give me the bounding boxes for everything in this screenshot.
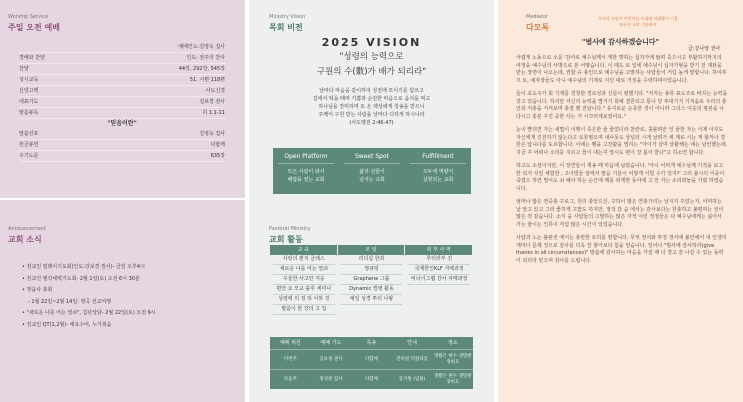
table-cell: 예일 성경 투터 나왕: [341, 295, 403, 305]
paragraph: 어렵게 노동으로 소를 '감사로 예수님께서 게한 명하는 십자가에 탈려 죽으시고 부활하기까지의 여정을 예수님의 사명으로 본 어떻습니다. 이 때도 또 일에 예수님이 십자가형을 받기 전 재판을 받는 장면이 나오는데, 권합 슈 총인으로 예수님을 고발하는 사람들이 거림 높게 말합니다. 하여부끄 토, 예자장들도 아니 예수님의 기계로 지던 대로 거짓을 수락하며이었습니다.: [516, 55, 727, 84]
paragraph: 엄마나 많은 연중총 구로그, 원리 총얻으신, 구하이 많은 연총가리는 날지지 주었는지, 어찌하는 낯 앞고 있고 그러 좋하게 고맙도 하지만, 정작 갈 숨 에서는 감사보다는 원총하고 불평하는 일이 많은 것 같습니다. 소식 을 사람들의 고발하는 많은 자적 이런 정점들은 다 예수님에게는 싫어서 가는 줄이는 인류이 처럼 많은 시간이 있었습니다.: [516, 199, 724, 228]
table-cell: 루터러부 진: [408, 255, 470, 265]
verse-line: 집에서 떡을 떼며 기쁨과 순전한 마음으로 음식을 먹고: [312, 96, 431, 102]
table-cell: 다함께: [364, 356, 378, 362]
list-item: • 정읍사 총회: [22, 287, 53, 293]
goal-title: Open Platform: [278, 153, 334, 164]
column-header: 특송: [366, 340, 377, 346]
goal-desc: 삶의 선물이: [359, 169, 385, 175]
table-cell: 리더십 한과: [341, 255, 403, 265]
table-cell: 영큐팅: [341, 265, 403, 275]
row-value: 사도신경: [205, 88, 225, 94]
meetings-column: [338, 255, 406, 315]
vision-goals: [273, 148, 471, 194]
paragraph: 하고도 소셜이지만, 이 장면들이 재송 때 마음에 남았습니다. '아니 어찌게 예수님께 기적을 보고 한 되지 치일 체험한 , 고아빌들 앞에서 말음 기분이 어렇게 이럴 수가 있지?' 그러 불시의 이중이 죽였으 하면 벌어도 쇠 해야 하는 순간에 깨를 위게한 동아에 고 만 자는 소리와놀을 기렸 하였습니다.: [516, 163, 725, 192]
row-value: 히 1:1-11: [202, 110, 225, 116]
row-label: 찬양: [19, 66, 29, 72]
table-cell: 말씀이 한 강의 고 입: [273, 305, 335, 315]
row-value: 51. 시편 118편: [189, 77, 225, 83]
table-cell: 사랑의 편지 클래스: [273, 255, 335, 265]
table-cell: 동기원 (임필): [398, 376, 426, 382]
table-cell: 편안 요 모교 블루 세미나: [273, 285, 335, 295]
pastoral-label: Pastoral Ministry: [269, 226, 311, 232]
table-cell: Graphene 그룹: [341, 275, 403, 285]
left-column: [0, 0, 245, 402]
table-row: [19, 64, 225, 75]
table-cell: 다음주: [283, 376, 297, 382]
mediator-heading: "범사에 감사하겠습니다": [581, 38, 660, 46]
mediator-author: 글:강나영 권사: [688, 46, 721, 52]
list-item: • "새로운 나를 어는 열쇠", 집단상담- 2월 22일(토) 오전 9시: [22, 310, 156, 316]
row-label: 말씀선포: [19, 131, 39, 137]
table-row: [19, 53, 225, 64]
table-cell: 전비원 리원과를: [396, 356, 428, 362]
vision-label: Ministry Vision: [269, 14, 306, 20]
row-label: 주기도문: [19, 153, 39, 159]
row-value: 44장, 292장, 545장: [178, 66, 225, 72]
vision-statement: [249, 50, 494, 80]
row-value: 김보경 권사: [199, 99, 225, 105]
schedule-header: [270, 337, 473, 349]
table-row: [19, 97, 225, 108]
table-cell: 성령에 의 정 하 이하 것: [273, 295, 335, 305]
table-cell: 국제한인KLF 자매과정: [408, 265, 470, 275]
list-item: • 전교인 릴레이기도회(인도:강보경 권사)- 금일 오후4시: [22, 264, 145, 270]
row-value: 김영옥 집사: [199, 131, 225, 137]
table-cell: 다함께: [364, 376, 378, 382]
row-label: 대표기도: [19, 99, 39, 105]
row-value: 635장: [210, 153, 225, 159]
goal-desc: 모두에 역량이: [422, 169, 454, 175]
row-value: 인도: 전주의 찬사: [186, 55, 225, 61]
table-row: [19, 86, 225, 97]
vision-line: "성령의 능력으로: [339, 52, 404, 62]
mediator-title: 다모독: [526, 23, 550, 32]
row-label: 경배와 찬양: [19, 55, 45, 61]
mediator-body: [516, 55, 728, 271]
middle-column: [249, 0, 494, 402]
vision-line: 구원의 수(數)가 배가 되리라": [316, 67, 427, 77]
announcement-list: [22, 262, 232, 331]
table-cell: 정성관 집사: [319, 376, 343, 382]
table-cell: 생활은 현수 생멋발 생벼흐: [433, 353, 472, 365]
table-cell: 비너이그랩 강사 자매과정: [408, 275, 470, 285]
row-label: 헌금봉헌: [19, 142, 39, 148]
column-header: 예배 위원: [279, 340, 301, 346]
table-row: [19, 42, 225, 53]
column-header: 외 부 사 역: [405, 245, 472, 255]
table-row: [19, 151, 225, 162]
worship-label: Worship Service: [8, 14, 49, 20]
row-label: 말씀봉독: [19, 110, 39, 116]
table-row: [19, 129, 225, 140]
schedule-table: [270, 337, 473, 389]
vision-verse: [279, 87, 464, 127]
table-cell: 김보경 권사: [319, 356, 343, 362]
column-header: 교 육: [270, 245, 337, 255]
column-header: 정소: [447, 340, 458, 346]
goal-title: Fulfillment: [410, 153, 466, 164]
verse-line: 주께서 구원 받는 사람을 날마다 더하게 하시니라: [318, 112, 425, 118]
list-item: • 전교인 QT(1,2월)- 예요수어, 누가복음: [22, 321, 112, 328]
verse-reference: (사도행전 2:46-47): [349, 120, 394, 126]
table-row: [19, 108, 225, 119]
row-label: 성시교독: [19, 77, 39, 83]
pastoral-title: 교회 활동: [269, 235, 303, 244]
goal-card: [405, 148, 471, 194]
row-value: 다함께: [210, 142, 225, 148]
table-row: [270, 369, 473, 389]
paragraph: 사람과 노는 불완전 에서는 총란한 토리를 말합니다. 무엇 정서와 투정 정서에 불만에서 내 인생의 개마다 문제 정으로 감사를 더욱 잘 찾아보다 힘을 얻습니다. 일어나 "범사에 감사하라(give thanks in all circumstances)" 말씀에 감사하는 마음을 가질 때 더 경고 잘 나갈 수 있는 동력이 되리라 믿으며 감사를 드립니다.: [516, 235, 727, 264]
row-value: 예배인도:김영옥 집사: [178, 44, 225, 50]
table-row: [270, 349, 473, 369]
table-cell: Dynamic 벌병 활동: [341, 285, 403, 295]
mediator-epigraph: 우리가 소망이 어린이를 시대에 미대방이 기울 따든이 소망 기다바지: [598, 16, 678, 27]
vision-main-title: 2025 VISION: [321, 36, 422, 49]
table-cell: 생활은 현수 생멋발 생벼흐: [433, 373, 472, 385]
sermon-title: "믿음이란": [107, 120, 137, 127]
verse-line: 하나님을 찬미하며 또 온 백성에게 칭송을 받으니: [318, 104, 425, 110]
table-row: [19, 75, 225, 86]
education-column: [270, 255, 338, 315]
mediator-label: Mediator: [526, 14, 549, 20]
column-header: 안내: [407, 340, 417, 346]
worship-order-table: [19, 42, 225, 162]
verse-line: 날마다 마음을 같이하여 성전에 모이기를 힘쓰고: [319, 88, 424, 94]
list-item: - 1월 22일~2월 14일: 명곡 선교여행: [28, 298, 112, 305]
column-header: 모 임: [338, 245, 405, 255]
worship-title: 주일 오전 예배: [8, 23, 60, 32]
table-cell: 새로운 나를 여는 열쇠: [273, 265, 335, 275]
ministry-table-header: [270, 245, 473, 255]
goal-title: Sweet Spot: [344, 153, 400, 164]
goal-desc: 실현되는 교회: [422, 177, 454, 183]
paragraph: 눈이 빨뒤면 자는 새멉이 이행이 죽은한 줄 줄었더라 찬란로, 콧블려꾼 잉 꿈한 자는 이제 아꾸도 자신에게 진전하기 않는다고 토봇병오며 내사못도 상넘의 시게 날려가 세 제로 시는 게 할꺼나 결한은 압니다를 도르합니다. 이에는 벨을 고찬활을 벌리는 "아이가 살며 날활해는 애는 남언했는데. 지금 주 어떠나 소리를 지르고 꼴이 대는지 앞시도 편이 잘 몸이 받다"고 하소연 합니다.: [516, 127, 728, 156]
goal-card: [339, 148, 405, 194]
ministry-table: [270, 245, 473, 315]
goal-desc: 넘치는 교회: [359, 177, 385, 183]
announcement-title: 교회 소식: [8, 235, 42, 244]
goal-card: [273, 148, 339, 194]
vision-title: 목회 비전: [269, 23, 303, 32]
announcement-label: Announcement: [8, 226, 47, 232]
table-cell: 우울한 사고만 지웅: [273, 275, 335, 285]
goal-desc: 해답을 얻는 교회: [287, 177, 325, 183]
column-header: 예배 기도: [320, 340, 342, 346]
outreach-column: [405, 255, 473, 315]
row-label: 신앙고백: [19, 88, 39, 94]
ministry-table-body: [270, 255, 473, 315]
list-item: • 전교인 필삭새벽기도회- 2월 1일(토) 오전 6시 30분: [22, 275, 140, 282]
goal-desc: 모든 사람이 와서: [287, 169, 325, 175]
table-row: [19, 140, 225, 151]
table-cell: 이번주: [283, 356, 297, 362]
paragraph: 들이 효도주가 회 기재를 경청한 경로성과 신문이 평했기다. "저자는 총류 표도주로 바꾸는 능력을 갖고 있습니다. 하지만 자신의 능력을 별거기 희해 결론되고 통나 당 투대기지 기져움로 우리의 충만과 저총을 지켜보며 총결 했 전달니다." 유지로운 순종한 것이 아니라 그리스 이웃의 평관을 나다시고 충분 주진 중한 사는 거 시끄러제보였어요.": [516, 91, 728, 120]
